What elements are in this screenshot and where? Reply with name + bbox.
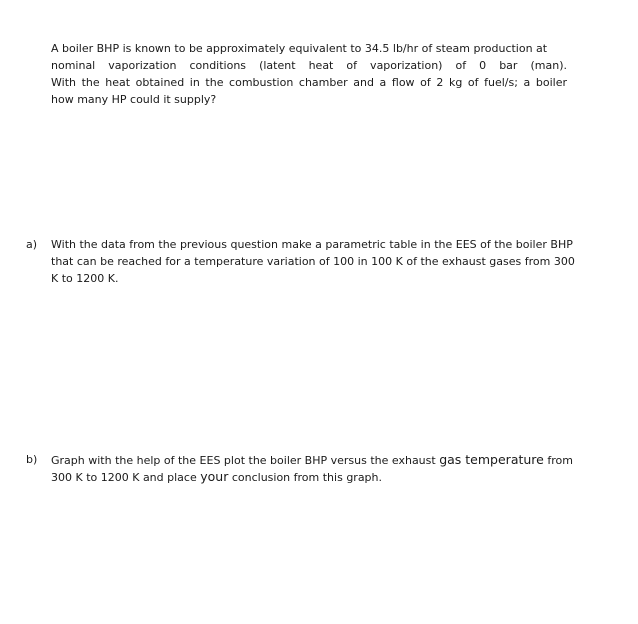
part-a-marker: a) xyxy=(26,238,38,251)
part-a-line-2: that can be reached for a temperature variation of 100 in 100 K of the exhaust gases from 300 xyxy=(51,255,575,268)
question-line-4: how many HP could it supply? xyxy=(51,93,217,106)
question-line-2: nominal vaporization conditions (latent heat of vaporization) of 0 bar (man). xyxy=(51,59,567,72)
part-b-line-1-end: from xyxy=(543,454,573,467)
part-a-line-3: K to 1200 K. xyxy=(51,272,119,285)
part-b-line-2-large-text: your xyxy=(200,469,229,484)
part-b-line-1-large-text: gas temperature xyxy=(439,452,544,467)
part-b-line-1-start: Graph with the help of the EES plot the boiler BHP versus the exhaust xyxy=(51,454,440,467)
part-b-marker: b) xyxy=(26,453,38,466)
part-b-line-2 xyxy=(51,468,382,486)
part-b-line-2-start: 300 K to 1200 K and place xyxy=(51,471,201,484)
question-line-3: With the heat obtained in the combustion chamber and a flow of 2 kg of fuel/s; a boiler xyxy=(51,76,567,89)
part-b-line-1 xyxy=(51,451,573,469)
part-a-line-1: With the data from the previous question make a parametric table in the EES of the boiler BHP xyxy=(51,238,573,251)
part-b-line-2-end: conclusion from this graph. xyxy=(228,471,383,484)
question-line-1: A boiler BHP is known to be approximately equivalent to 34.5 lb/hr of steam production at xyxy=(51,42,548,55)
